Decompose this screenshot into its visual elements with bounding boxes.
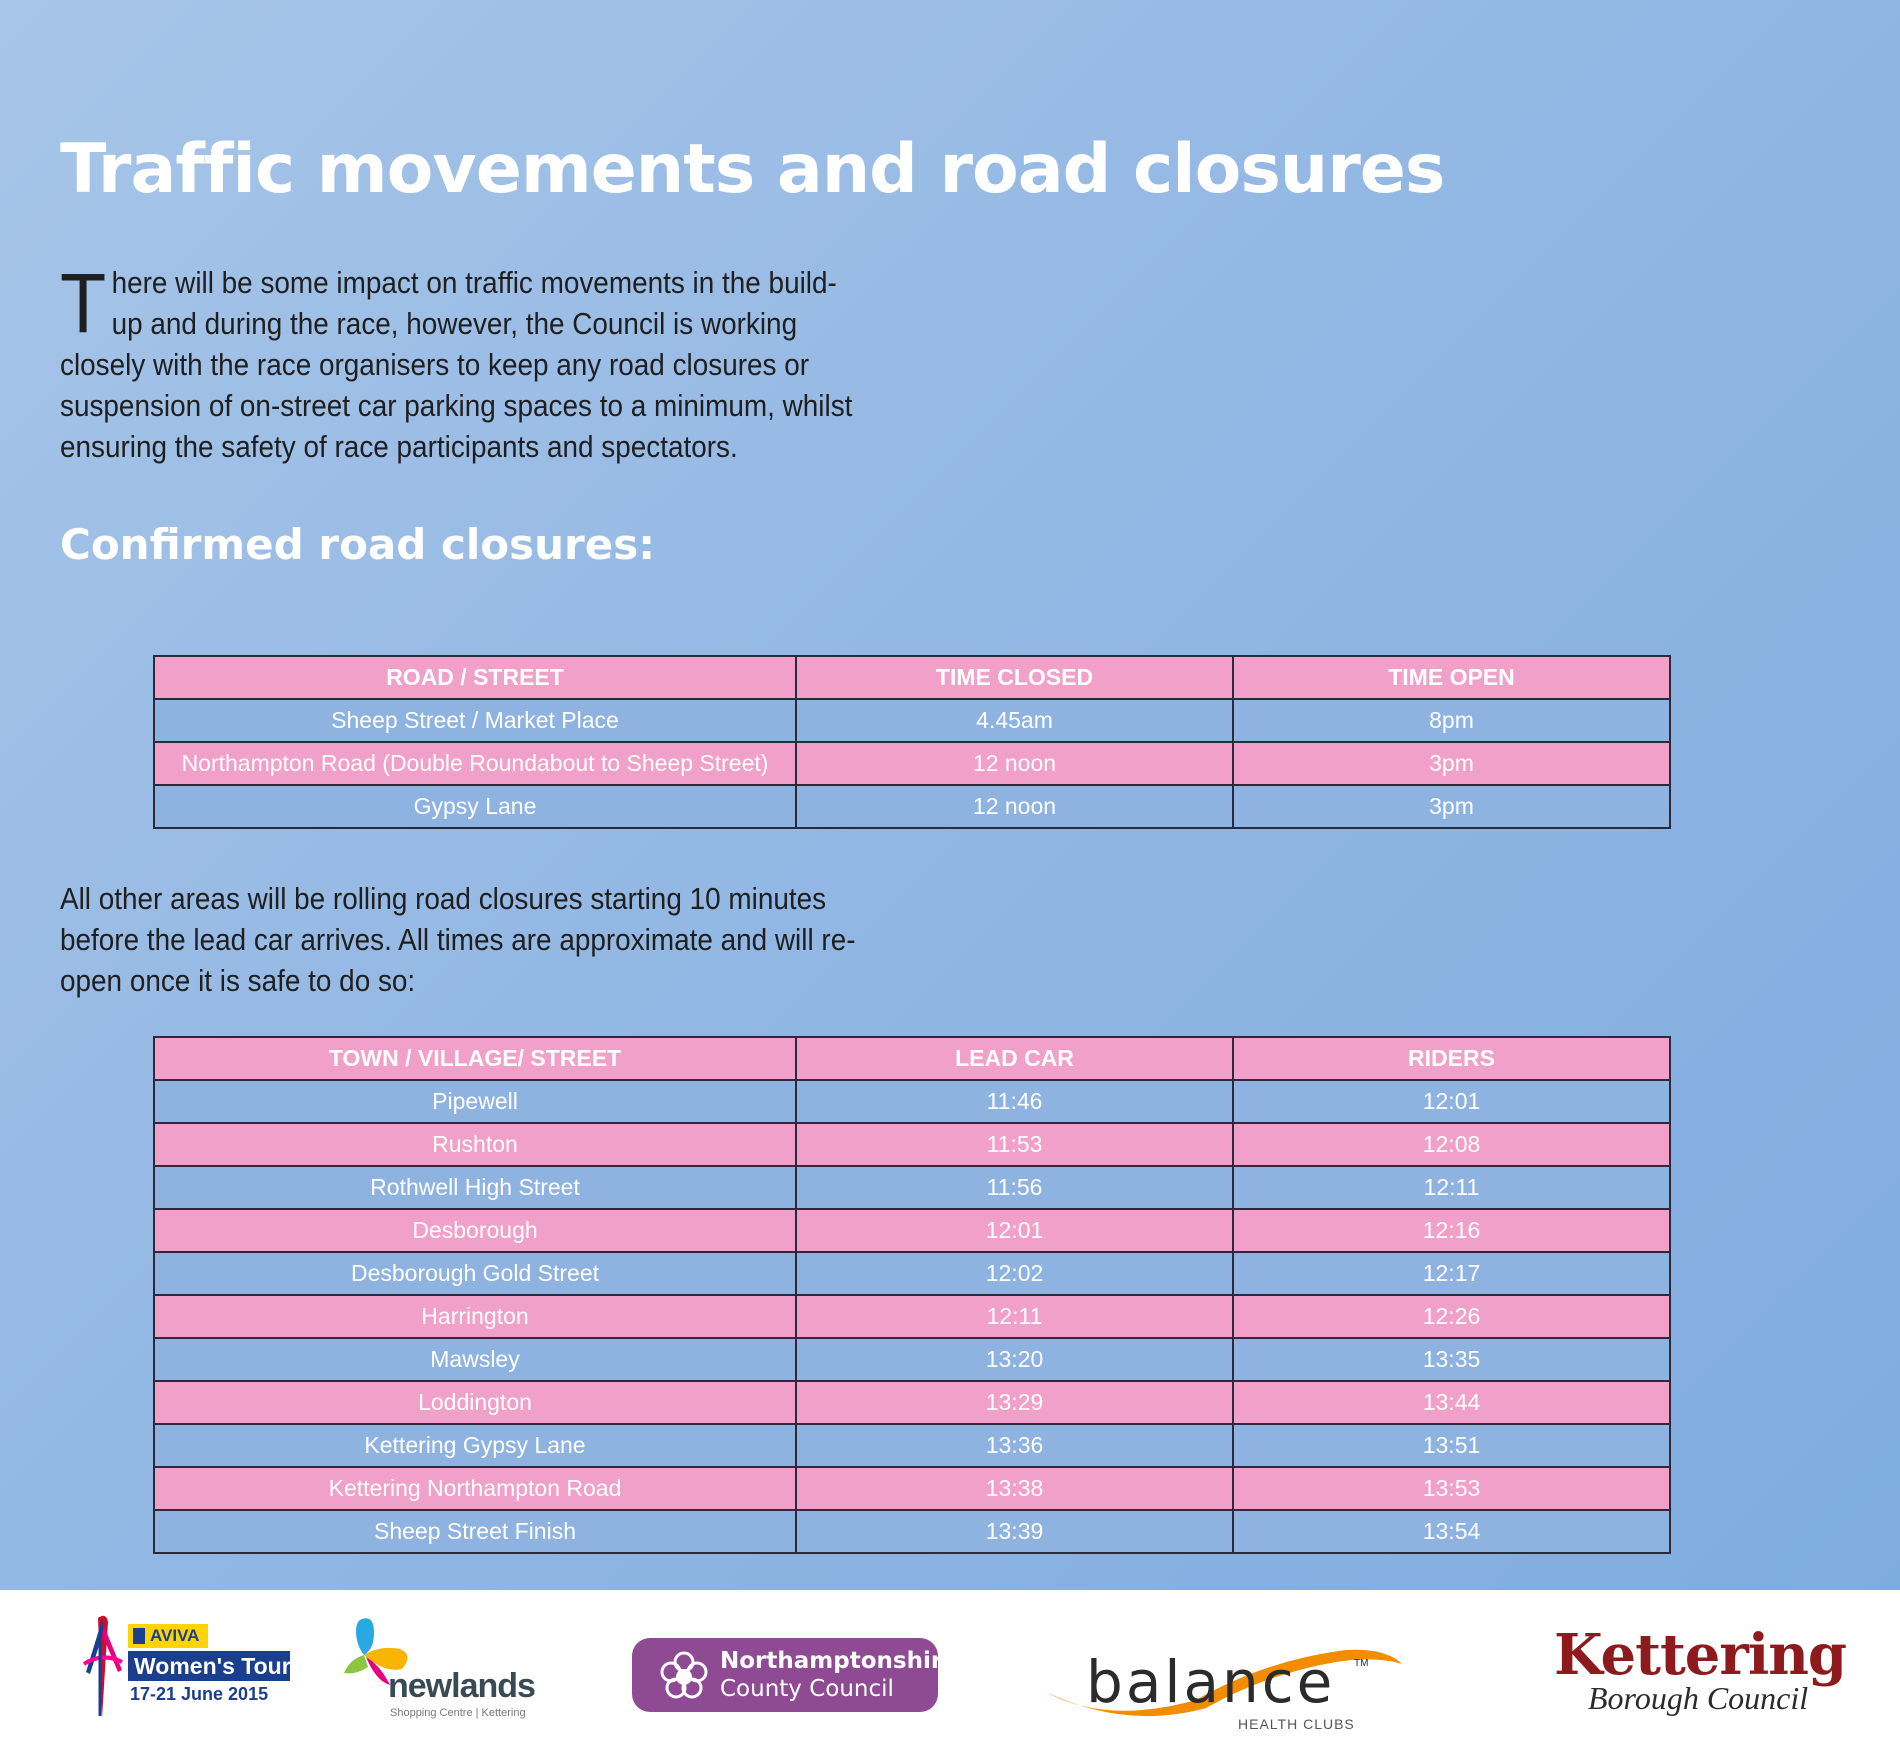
table-row xyxy=(154,1209,1670,1252)
riders-cell: 12:26 xyxy=(1233,1295,1670,1338)
rose-icon xyxy=(658,1650,710,1702)
lead-car-cell: 11:46 xyxy=(796,1080,1233,1123)
lead-car-cell: 13:39 xyxy=(796,1510,1233,1553)
header-time-open: TIME OPEN xyxy=(1233,656,1670,699)
tour-dates: 17-21 June 2015 xyxy=(130,1684,269,1704)
location-cell: Pipewell xyxy=(154,1080,796,1123)
newlands-subtitle: Shopping Centre | Kettering xyxy=(390,1707,526,1719)
ncc-line1: Northamptonshire xyxy=(720,1648,958,1674)
page-title: Traffic movements and road closures xyxy=(60,130,1445,209)
lead-car-cell: 12:02 xyxy=(796,1252,1233,1295)
kettering-name: Kettering xyxy=(1554,1622,1847,1688)
location-cell: Mawsley xyxy=(154,1338,796,1381)
rolling-closures-table xyxy=(153,1036,1671,1554)
riders-cell: 13:44 xyxy=(1233,1381,1670,1424)
balance-health-clubs-logo xyxy=(1046,1630,1406,1730)
newlands-logo xyxy=(340,1615,550,1725)
table-row xyxy=(154,1166,1670,1209)
aviva-womens-tour-logo xyxy=(78,1612,308,1722)
table-row xyxy=(154,1295,1670,1338)
confirmed-closures-table xyxy=(153,655,1671,829)
time-closed-cell: 12 noon xyxy=(796,785,1233,828)
time-open-cell: 3pm xyxy=(1233,742,1670,785)
lead-car-cell: 11:56 xyxy=(796,1166,1233,1209)
location-cell: Desborough Gold Street xyxy=(154,1252,796,1295)
northamptonshire-county-council-logo xyxy=(632,1638,958,1712)
header-road-street: ROAD / STREET xyxy=(154,656,796,699)
table-row xyxy=(154,1080,1670,1123)
location-cell: Desborough xyxy=(154,1209,796,1252)
table-row xyxy=(154,742,1670,785)
riders-cell: 12:16 xyxy=(1233,1209,1670,1252)
lead-car-cell: 13:20 xyxy=(796,1338,1233,1381)
balance-subtitle: HEALTH CLUBS xyxy=(1238,1716,1355,1732)
road-cell: Sheep Street / Market Place xyxy=(154,699,796,742)
riders-cell: 12:08 xyxy=(1233,1123,1670,1166)
confirmed-closures-heading: Confirmed road closures: xyxy=(60,520,655,569)
location-cell: Kettering Gypsy Lane xyxy=(154,1424,796,1467)
womens-tour-label: Women's Tour xyxy=(128,1651,290,1681)
time-open-cell: 8pm xyxy=(1233,699,1670,742)
lead-car-cell: 11:53 xyxy=(796,1123,1233,1166)
table-row xyxy=(154,1467,1670,1510)
table-row xyxy=(154,1123,1670,1166)
lead-car-cell: 13:38 xyxy=(796,1467,1233,1510)
aviva-brand: AVIVA xyxy=(128,1624,208,1648)
newlands-name: newlands xyxy=(388,1667,535,1705)
road-cell: Northampton Road (Double Roundabout to Sheep Street) xyxy=(154,742,796,785)
ribbon-icon xyxy=(78,1612,128,1722)
lead-car-cell: 13:29 xyxy=(796,1381,1233,1424)
road-cell: Gypsy Lane xyxy=(154,785,796,828)
ncc-line2: County Council xyxy=(720,1676,894,1702)
time-closed-cell: 12 noon xyxy=(796,742,1233,785)
table-row xyxy=(154,1510,1670,1553)
riders-cell: 13:35 xyxy=(1233,1338,1670,1381)
table-header-row xyxy=(154,656,1670,699)
location-cell: Harrington xyxy=(154,1295,796,1338)
header-time-closed: TIME CLOSED xyxy=(796,656,1233,699)
location-cell: Loddington xyxy=(154,1381,796,1424)
table-row xyxy=(154,1424,1670,1467)
intro-paragraph xyxy=(60,256,870,467)
location-cell: Rushton xyxy=(154,1123,796,1166)
intro-text: here will be some impact on traffic movements in the build- up and during the race, however, the Council is working closely with the race organisers to keep any road closures or suspension of on-street car parking spaces to a minimum, whilst ensuring the safety of race participants and spectators. xyxy=(60,265,853,464)
rolling-closures-note: All other areas will be rolling road closures starting 10 minutes before the lead car arrives. All times are approximate and will re-open once it is safe to do so: xyxy=(60,881,856,998)
drop-cap: T xyxy=(60,256,107,350)
header-lead-car: LEAD CAR xyxy=(796,1037,1233,1080)
lead-car-cell: 13:36 xyxy=(796,1424,1233,1467)
riders-cell: 13:54 xyxy=(1233,1510,1670,1553)
table-row xyxy=(154,785,1670,828)
riders-cell: 12:01 xyxy=(1233,1080,1670,1123)
location-cell: Sheep Street Finish xyxy=(154,1510,796,1553)
location-cell: Kettering Northampton Road xyxy=(154,1467,796,1510)
balance-trademark: TM xyxy=(1354,1658,1369,1669)
table-row xyxy=(154,699,1670,742)
riders-cell: 12:11 xyxy=(1233,1166,1670,1209)
lead-car-cell: 12:11 xyxy=(796,1295,1233,1338)
kettering-subtitle: Borough Council xyxy=(1588,1680,1809,1716)
riders-cell: 13:53 xyxy=(1233,1467,1670,1510)
table-row xyxy=(154,1252,1670,1295)
time-closed-cell: 4.45am xyxy=(796,699,1233,742)
table-header-row xyxy=(154,1037,1670,1080)
riders-cell: 12:17 xyxy=(1233,1252,1670,1295)
header-riders: RIDERS xyxy=(1233,1037,1670,1080)
table-row xyxy=(154,1338,1670,1381)
location-cell: Rothwell High Street xyxy=(154,1166,796,1209)
balance-name: balance xyxy=(1086,1648,1336,1716)
lead-car-cell: 12:01 xyxy=(796,1209,1233,1252)
header-town-village-street: TOWN / VILLAGE/ STREET xyxy=(154,1037,796,1080)
time-open-cell: 3pm xyxy=(1233,785,1670,828)
kettering-borough-council-logo xyxy=(1548,1622,1847,1722)
table-row xyxy=(154,1381,1670,1424)
riders-cell: 13:51 xyxy=(1233,1424,1670,1467)
